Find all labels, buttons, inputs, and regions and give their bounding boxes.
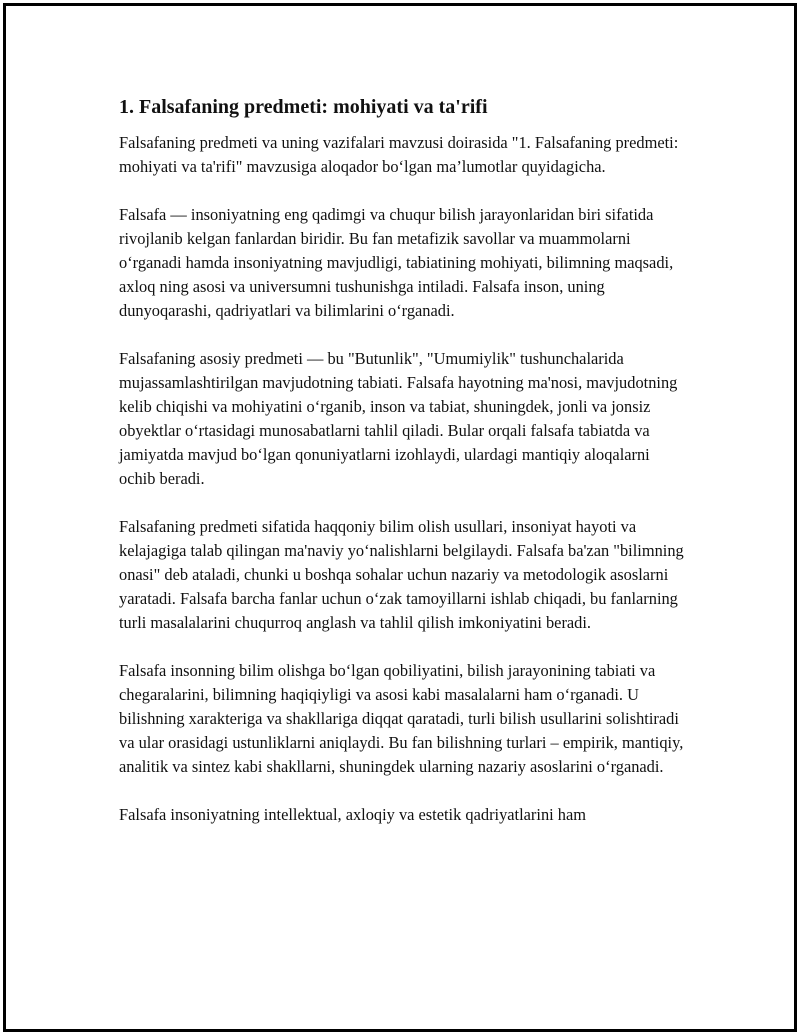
paragraph-5: Falsafa insonning bilim olishga bo‘lgan qobiliyatini, bilish jarayonining tabiati va chegaralarini, bilimning haqiqiyligi va asosi kabi masalalarni ham o‘rganadi. U bilishning xarakteriga va shakllariga diqqat qaratadi, turli bilish usullarini solishtiradi va ular orasidagi ustunliklarni aniqlaydi. Bu fan bilishning turlari – empirik, mantiqiy, analitik va sintez kabi shakllarni, shuningdek ularning nazariy asoslarini o‘rganadi.	[119, 661, 684, 776]
paragraph-4: Falsafaning predmeti sifatida haqqoniy bilim olish usullari, insoniyat hayoti va kelajagiga talab qilingan ma'naviy yo‘nalishlarni belgilaydi. Falsafa ba'zan "bilimning onasi" deb ataladi, chunki u boshqa sohalar uchun nazariy va metodologik asoslarni yaratadi. Falsafa barcha fanlar uchun o‘zak tamoyillarni ishlab chiqadi, bu fanlarning turli masalalarini chuqurroq anglash va tahlil qilish imkoniyatini beradi.	[119, 517, 684, 632]
document-title: 1. Falsafaning predmeti: mohiyati va ta'rifi	[119, 96, 488, 118]
paragraph-3: Falsafaning asosiy predmeti — bu "Butunlik", "Umumiylik" tushunchalarida mujassamlashtirilgan mavjudotning tabiati. Falsafa hayotning ma'nosi, mavjudotning kelib chiqishi va mohiyatini o‘rganib, inson va tabiat, shuningdek, jonli va jonsiz obyektlar o‘rtasidagi munosabatlarni tahlil qiladi. Bular orqali falsafa tabiatda va jamiyatda mavjud bo‘lgan qonuniyatlarni izohlaydi, ulardagi mantiqiy aloqalarni ochib beradi.	[119, 349, 678, 488]
document-page	[3, 3, 797, 1032]
paragraph-2: Falsafa — insoniyatning eng qadimgi va chuqur bilish jarayonlaridan biri sifatida rivojlanib kelgan fanlardan biridir. Bu fan metafizik savollar va muammolarni o‘rganadi hamda insoniyatning mavjudligi, tabiatining mohiyati, bilimning maqsadi, axloq ning asosi va universumni tushunishga intiladi. Falsafa inson, uning dunyoqarashi, qadriyatlari va bilimlarini o‘rganadi.	[119, 205, 674, 320]
document-content	[119, 94, 689, 851]
paragraph-6: Falsafa insoniyatning intellektual, axloqiy va estetik qadriyatlarini ham	[119, 805, 587, 824]
paragraph-1: Falsafaning predmeti va uning vazifalari mavzusi doirasida "1. Falsafaning predmeti: mohiyati va ta'rifi" mavzusiga aloqador bo‘lgan ma’lumotlar quyidagicha.	[119, 133, 679, 176]
